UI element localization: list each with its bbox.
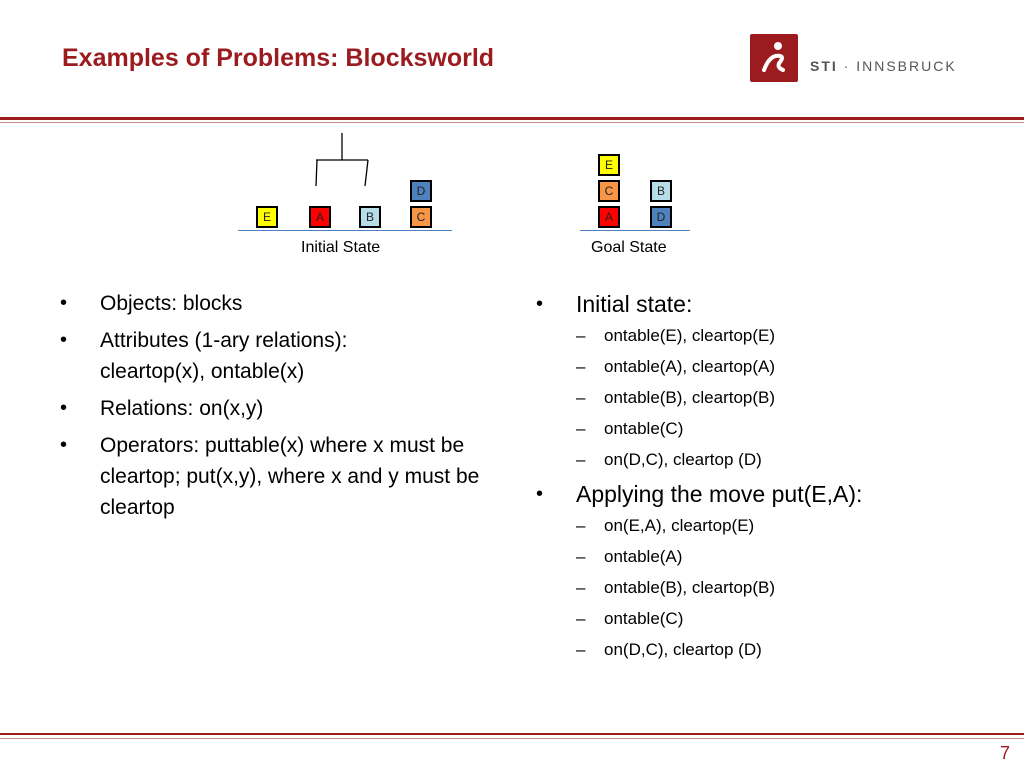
dash-icon: – — [576, 547, 586, 566]
block-c-goal: C — [598, 180, 620, 202]
block-d-initial: D — [410, 180, 432, 202]
sub-list-item — [536, 413, 1006, 444]
logo-rest: · INNSBRUCK — [837, 58, 957, 74]
header-rule-thin — [0, 122, 1024, 123]
sub-item-text: ontable(E), cleartop(E) — [604, 326, 776, 345]
bullet-icon: • — [60, 397, 68, 419]
list-item-text: Applying the move put(E,A): — [576, 481, 863, 507]
header-rule — [0, 117, 1024, 120]
footer-rule-thin — [0, 738, 1024, 739]
list-item-text: Attributes (1-ary relations): cleartop(x), ontable(x) — [100, 329, 348, 383]
goal-state-label: Goal State — [591, 239, 667, 256]
dash-icon: – — [576, 578, 586, 597]
list-item — [60, 430, 490, 523]
dash-icon: – — [576, 609, 586, 628]
sub-item-text: ontable(A) — [604, 547, 683, 566]
sub-item-text: ontable(B), cleartop(B) — [604, 388, 776, 407]
list-item-text: Relations: on(x,y) — [100, 397, 264, 420]
list-item-text: Initial state: — [576, 291, 693, 317]
sub-list-item — [536, 572, 1006, 603]
sub-item-text: on(E,A), cleartop(E) — [604, 516, 755, 535]
sub-item-text: ontable(B), cleartop(B) — [604, 578, 776, 597]
footer-rule — [0, 733, 1024, 735]
sub-item-text: ontable(C) — [604, 609, 684, 628]
bullet-icon: • — [60, 292, 68, 314]
sub-list-item — [536, 351, 1006, 382]
block-e-goal: E — [598, 154, 620, 176]
block-d-goal: D — [650, 206, 672, 228]
list-item-text: Objects: blocks — [100, 292, 243, 315]
table-line-initial — [238, 230, 452, 231]
block-b-goal: B — [650, 180, 672, 202]
bullet-icon: • — [536, 483, 544, 505]
list-item — [536, 289, 1006, 320]
sti-logo-icon — [750, 34, 798, 82]
sub-list-item — [536, 634, 1006, 665]
block-b-initial: B — [359, 206, 381, 228]
sub-list-item — [536, 541, 1006, 572]
table-line-goal — [580, 230, 690, 231]
list-item-text: Operators: puttable(x) where x must be cleartop; put(x,y), where x and y must be cleartop — [100, 434, 480, 519]
sub-list-item — [536, 603, 1006, 634]
bullet-icon: • — [536, 293, 544, 315]
block-e-initial: E — [256, 206, 278, 228]
dash-icon: – — [576, 640, 586, 659]
dash-icon: – — [576, 357, 586, 376]
list-item — [60, 288, 500, 319]
sub-item-text: ontable(A), cleartop(A) — [604, 357, 776, 376]
logo-wordmark — [810, 58, 957, 74]
list-item — [60, 393, 500, 424]
sub-list-item — [536, 510, 1006, 541]
sub-item-text: ontable(C) — [604, 419, 684, 438]
gripper-icon — [310, 133, 380, 193]
dash-icon: – — [576, 388, 586, 407]
block-c-initial: C — [410, 206, 432, 228]
dash-icon: – — [576, 326, 586, 345]
bullet-icon: • — [60, 434, 68, 456]
list-item — [536, 479, 1006, 510]
dash-icon: – — [576, 450, 586, 469]
sub-item-text: on(D,C), cleartop (D) — [604, 450, 762, 469]
dash-icon: – — [576, 516, 586, 535]
sub-list-item — [536, 320, 1006, 351]
right-bullet-list — [536, 289, 1006, 665]
left-bullet-list — [60, 288, 500, 529]
logo-bold: STI — [810, 58, 838, 74]
sub-list-item — [536, 382, 1006, 413]
dash-icon: – — [576, 419, 586, 438]
bullet-icon: • — [60, 329, 68, 351]
list-item — [60, 325, 440, 387]
block-a-initial: A — [309, 206, 331, 228]
slide-title: Examples of Problems: Blocksworld — [62, 44, 495, 72]
sub-list-item — [536, 444, 1006, 475]
page-number: 7 — [999, 743, 1010, 763]
initial-state-label: Initial State — [301, 239, 381, 256]
block-a-goal: A — [598, 206, 620, 228]
sub-item-text: on(D,C), cleartop (D) — [604, 640, 762, 659]
